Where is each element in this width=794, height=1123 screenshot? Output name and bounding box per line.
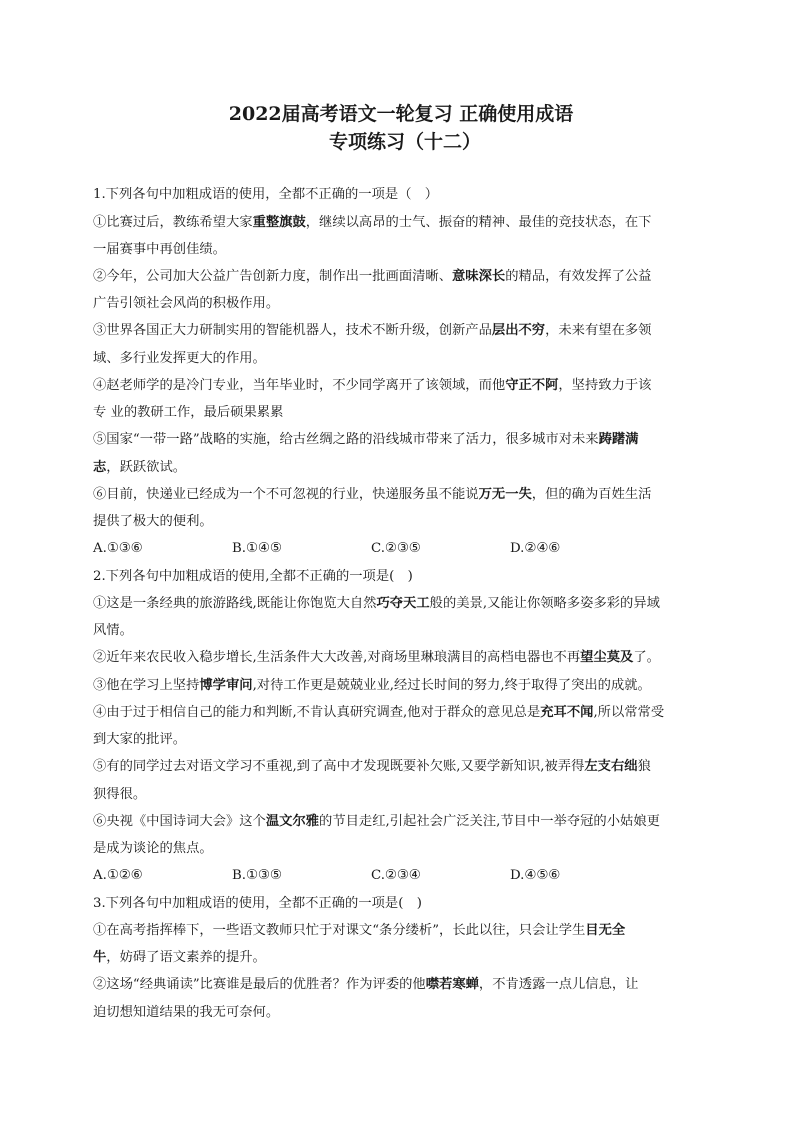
q1-option-d: D.②④⑥ xyxy=(510,541,561,556)
q1-sentence-line: 专 业的教研工作，最后硕果累累 xyxy=(93,405,284,420)
bold-idiom: 意味深长 xyxy=(452,269,506,284)
q2-sentence-line: ③他在学习上坚持博学审问,对待工作更是兢兢业业,经过长时间的努力,终于取得了突出的成就。 xyxy=(93,678,651,693)
q2-option-a: A.①②⑥ xyxy=(93,868,143,883)
q2-option-c: C.②③④ xyxy=(371,868,421,883)
q1-sentence-line: 提供了极大的便利。 xyxy=(93,514,213,529)
q1-sentence-line: 域、多行业发挥更大的作用。 xyxy=(93,351,266,366)
q1-sentence-line: 志，跃跃欲试。 xyxy=(93,460,187,475)
q1-sentence-line: ①比赛过后，教练希望大家重整旗鼓，继续以高昂的士气、振奋的精神、最佳的竞技状态，在下 xyxy=(93,215,652,230)
q1-option-b: B.①④⑤ xyxy=(232,541,282,556)
bold-idiom: 牛 xyxy=(93,950,107,965)
q1-sentence-line: ⑥目前，快递业已经成为一个不可忽视的行业，快递服务虽不能说万无一失，但的确为百姓生活 xyxy=(93,487,652,502)
bold-idiom: 目无全 xyxy=(585,923,626,938)
bold-idiom: 巧夺天工 xyxy=(376,596,430,611)
page-title-line-2: 专项练习（十二） xyxy=(328,131,481,153)
bold-idiom: 重整旗鼓 xyxy=(252,215,306,230)
q2-sentence-line: 到大家的批评。 xyxy=(93,732,187,747)
q1-option-a: A.①③⑥ xyxy=(93,541,143,556)
q1-sentence-line: 一届赛事中再创佳绩。 xyxy=(93,242,226,257)
q3-sentence-line: ②这场“经典诵读”比赛谁是最后的优胜者？作为评委的他噤若寒蝉，不肯透露一点儿信息，让 xyxy=(93,977,639,992)
q2-sentence-line: ①这是一条经典的旅游路线,既能让你饱览大自然巧夺天工般的美景,又能让你领略多姿多彩的异域 xyxy=(93,596,660,611)
bold-idiom: 志 xyxy=(93,460,107,475)
q3-sentence-line: ①在高考指挥棒下，一些语文教师只忙于对课文“条分缕析”，长此以往，只会让学生目无全 xyxy=(93,923,626,938)
q2-option-d: D.④⑤⑥ xyxy=(510,868,561,883)
bold-idiom: 望尘莫及 xyxy=(580,650,634,665)
q2-sentence-line: 是成为谈论的焦点。 xyxy=(93,841,213,856)
q3-sentence-line: 牛，妨碍了语文素养的提升。 xyxy=(93,950,266,965)
bold-idiom: 万无一失 xyxy=(478,487,532,502)
bold-idiom: 噤若寒蝉 xyxy=(425,977,479,992)
q1-option-c: C.②③⑤ xyxy=(371,541,421,556)
q1-sentence-line: 广告引领社会风尚的积极作用。 xyxy=(93,296,280,311)
bold-idiom: 博学审问 xyxy=(199,678,253,693)
q2-sentence-line: ④由于过于相信自己的能力和判断,不肯认真研究调查,他对于群众的意见总是充耳不闻,所以常常受 xyxy=(93,705,665,720)
q2-sentence-line: ⑤有的同学过去对语文学习不重视,到了高中才发现既要补欠账,又要学新知识,被弄得左支右绌狼 xyxy=(93,759,651,774)
question-2-stem: 2.下列各句中加粗成语的使用,全都不正确的一项是( ) xyxy=(93,569,413,584)
q3-sentence-line: 迫切想知道结果的我无可奈何。 xyxy=(93,1005,280,1020)
bold-idiom: 左支右绌 xyxy=(584,759,638,774)
bold-idiom: 守正不阿 xyxy=(505,378,559,393)
q1-sentence-line: ⑤国家“一带一路”战略的实施，给古丝绸之路的沿线城市带来了活力，很多城市对未来踌躇满 xyxy=(93,432,639,447)
q2-sentence-line: 狈得很。 xyxy=(93,787,147,802)
bold-idiom: 充耳不闻 xyxy=(540,705,594,720)
q2-option-b: B.①③⑤ xyxy=(232,868,282,883)
bold-idiom: 踌躇满 xyxy=(598,432,639,447)
page-title-line-1: 2022届高考语文一轮复习 正确使用成语 xyxy=(228,103,574,125)
q1-sentence-line: ④赵老师学的是冷门专业，当年毕业时，不少同学离开了该领域，而他守正不阿，坚持致力于该 xyxy=(93,378,652,393)
q1-sentence-line: ②今年，公司加大公益广告创新力度，制作出一批画面清晰、意味深长的精品，有效发挥了公益 xyxy=(93,269,652,284)
q2-sentence-line: ⑥央视《中国诗词大会》这个温文尔雅的节目走红,引起社会广泛关注,节目中一举夺冠的小姑娘更 xyxy=(93,814,660,829)
question-3-stem: 3.下列各句中加粗成语的使用，全都不正确的一项是( ) xyxy=(93,896,422,911)
q1-sentence-line: ③世界各国正大力研制实用的智能机器人，技术不断升级，创新产品层出不穷，未来有望在多领 xyxy=(93,323,652,338)
question-1-stem: 1.下列各句中加粗成语的使用，全都不正确的一项是（ ） xyxy=(93,187,439,202)
q2-sentence-line: 风情。 xyxy=(93,623,133,638)
q2-sentence-line: ②近年来农民收入稳步增长,生活条件大大改善,对商场里琳琅满目的高档电器也不再望尘莫及了。 xyxy=(93,650,660,665)
bold-idiom: 层出不穷 xyxy=(491,323,546,338)
bold-idiom: 温文尔雅 xyxy=(265,814,320,829)
